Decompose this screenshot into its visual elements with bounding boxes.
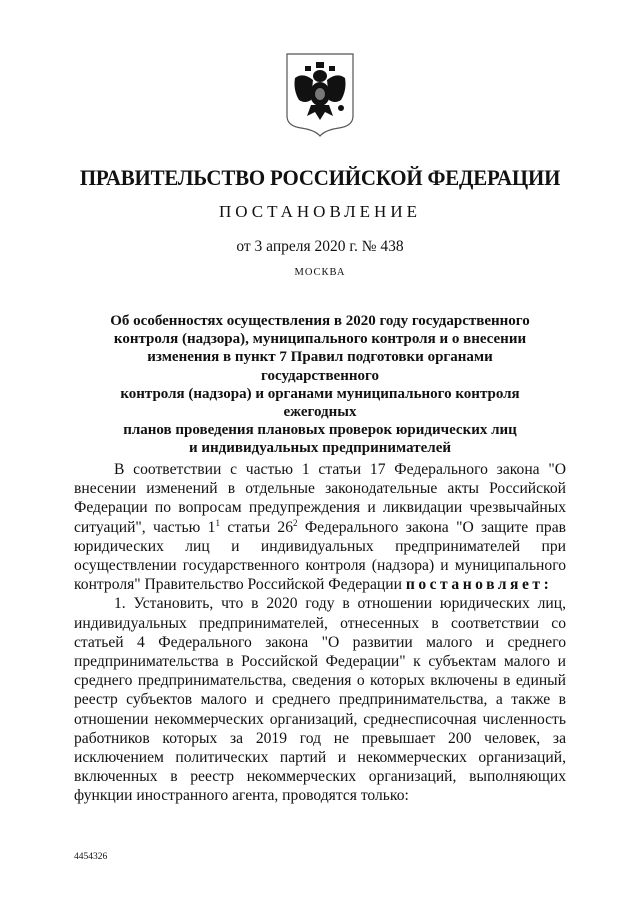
clause-1-paragraph: 1. Установить, что в 2020 году в отношении юридических лиц, индивидуальных предпринимателей, отнесенных в соответствии со статьей 4 Федерального закона "О развитии малого и среднего предпринимательства в Российской Федерации" к субъектам малого и среднего предпринимательства, сведения о которых включены в единый реестр субъектов малого и среднего предпринимательства, а также в отношении некоммерческих организаций, среднесписочная численность работников которых за 2019 год не превышает 200 человек, за исключением политических партий и некоммерческих организаций, включенных в реестр некоммерческих организаций, выполняющих функции иностранного агента, проводятся только: bbox=[74, 595, 566, 805]
title-line: изменения в пункт 7 Правил подготовки органами государственного bbox=[147, 349, 493, 384]
document-title bbox=[90, 312, 550, 458]
title-line: и индивидуальных предпринимателей bbox=[188, 440, 452, 457]
preamble-text-a: В соответствии с частью 1 статьи 17 Федерального закона "О внесении изменений в отдельные законодательные акты Российской Федерации по вопросам предупреждения и ликвидации чрезвычайных ситуаций", частью 1 bbox=[74, 461, 566, 536]
coat-of-arms-emblem bbox=[283, 50, 357, 138]
superscript: 1 bbox=[215, 517, 220, 528]
document-body bbox=[74, 460, 566, 806]
preamble-text-b: статьи 26 bbox=[219, 518, 293, 536]
title-line: планов проведения плановых проверок юридических лиц bbox=[123, 422, 517, 439]
city: МОСКВА bbox=[294, 267, 346, 278]
preamble-paragraph bbox=[74, 460, 566, 594]
title-line: Об особенностях осуществления в 2020 году государственного bbox=[110, 313, 530, 329]
organization-name: ПРАВИТЕЛЬСТВО РОССИЙСКОЙ ФЕДЕРАЦИИ bbox=[79, 165, 561, 190]
preamble-text-c: Федерального закона "О защите прав юридических лиц и индивидуальных предпринимателей при осуществлении государственного контроля (надзора) и муниципального контроля" Правительство Российской Федерации bbox=[74, 518, 567, 594]
superscript: 2 bbox=[293, 517, 298, 528]
title-line: контроля (надзора), муниципального контроля и о внесении bbox=[113, 331, 527, 348]
document-type: ПОСТАНОВЛЕНИЕ bbox=[218, 202, 421, 221]
title-line: контроля (надзора) и органами муниципального контроля ежегодных bbox=[120, 385, 520, 421]
document-number: 4454326 bbox=[74, 852, 108, 862]
date-and-number: от 3 апреля 2020 г. № 438 bbox=[236, 238, 404, 255]
resolves-keyword: постановляет: bbox=[405, 576, 553, 594]
